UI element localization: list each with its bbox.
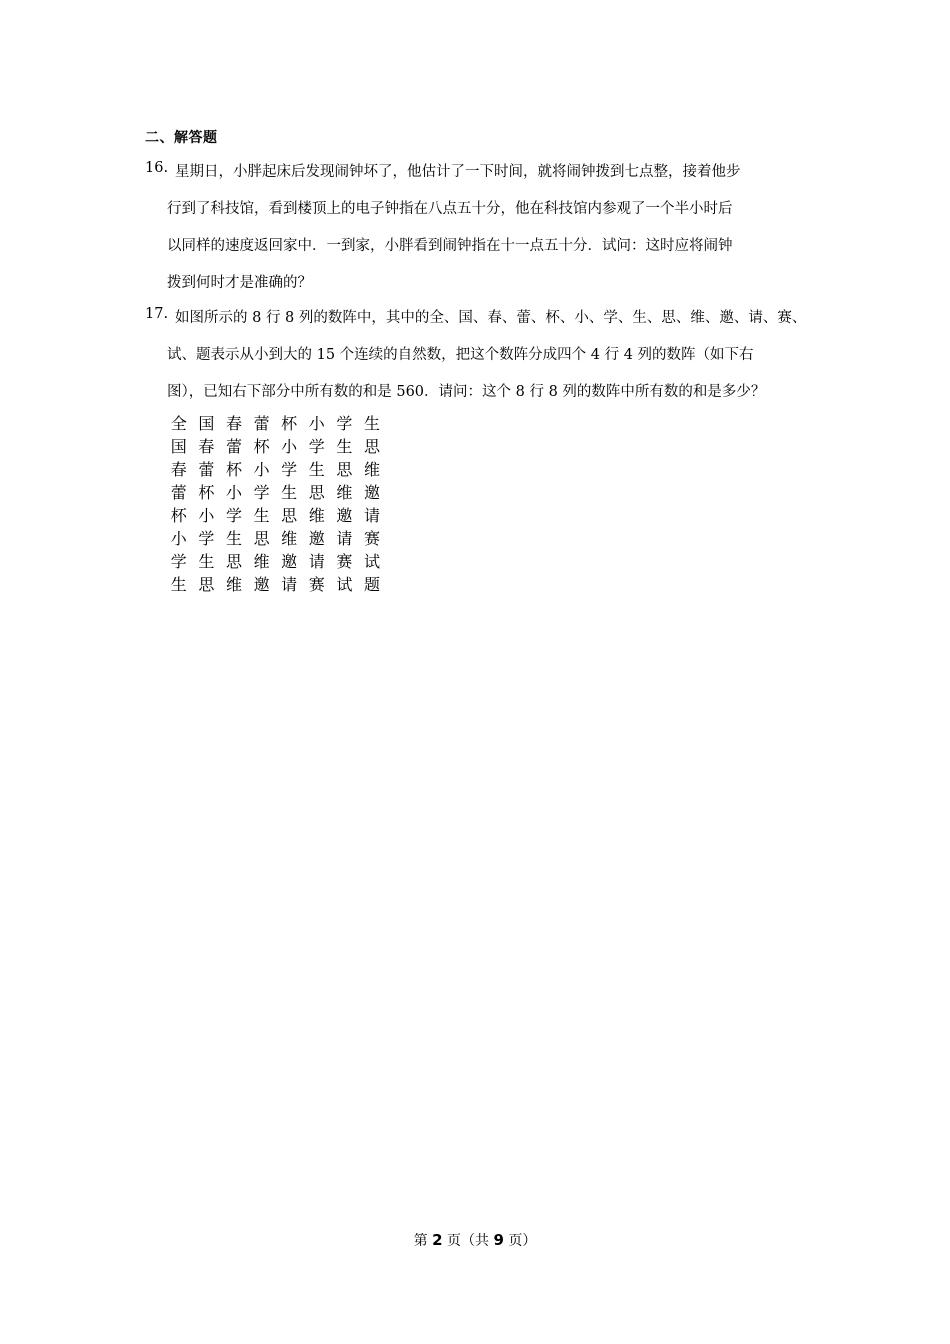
grid-cell: 思 (198, 575, 215, 594)
grid-row (165, 412, 386, 435)
total-pages-number: 9 (493, 1231, 504, 1249)
grid-cell: 小 (225, 483, 242, 502)
grid-cell: 赛 (363, 529, 380, 548)
problem-line: 拨到何时才是准确的？ (167, 275, 312, 291)
grid-cell: 思 (225, 552, 242, 571)
grid-row (165, 550, 386, 573)
current-page-number: 2 (432, 1231, 443, 1249)
problem-number: 17. (145, 306, 169, 322)
grid-cell: 杯 (225, 460, 242, 479)
grid-cell: 蕾 (225, 437, 242, 456)
grid-cell: 杯 (253, 437, 270, 456)
grid-cell: 蕾 (198, 460, 215, 479)
grid-cell: 生 (225, 529, 242, 548)
grid-cell: 学 (170, 552, 187, 571)
grid-cell: 生 (336, 437, 353, 456)
grid-cell: 学 (336, 414, 353, 433)
grid-cell: 春 (198, 437, 215, 456)
grid-cell: 生 (198, 552, 215, 571)
grid-cell: 蕾 (170, 483, 187, 502)
problem-line: 试、题表示从小到大的 15 个连续的自然数，把这个数阵分成四个 4 行 4 列的数阵（如下右 (167, 347, 754, 363)
grid-cell: 春 (225, 414, 242, 433)
grid-row (165, 504, 386, 527)
grid-cell: 全 (170, 414, 187, 433)
grid-cell: 维 (363, 460, 380, 479)
problem-line: 以同样的速度返回家中．一到家，小胖看到闹钟指在十一点五十分．试问：这时应将闹钟 (167, 238, 733, 254)
grid-cell: 赛 (308, 575, 325, 594)
grid-cell: 学 (225, 506, 242, 525)
section-title: 二、解答题 (145, 130, 218, 146)
grid-cell: 杯 (281, 414, 298, 433)
grid-cell: 生 (170, 575, 187, 594)
grid-cell: 邀 (336, 506, 353, 525)
grid-cell: 试 (363, 552, 380, 571)
grid-cell: 维 (225, 575, 242, 594)
character-grid (165, 412, 386, 596)
grid-cell: 小 (308, 414, 325, 433)
grid-cell: 题 (363, 575, 380, 594)
grid-row (165, 481, 386, 504)
page-footer (0, 1230, 950, 1250)
grid-row (165, 573, 386, 596)
grid-cell: 维 (336, 483, 353, 502)
grid-cell: 小 (198, 506, 215, 525)
grid-cell: 杯 (170, 506, 187, 525)
grid-cell: 生 (281, 483, 298, 502)
grid-cell: 小 (253, 460, 270, 479)
grid-cell: 邀 (363, 483, 380, 502)
grid-cell: 生 (253, 506, 270, 525)
problem-line: 如图所示的 8 行 8 列的数阵中，其中的全、国、春、蕾、杯、小、学、生、思、维、邀、请、赛、 (175, 310, 807, 326)
grid-cell: 生 (363, 414, 380, 433)
grid-cell: 请 (363, 506, 380, 525)
grid-cell: 维 (308, 506, 325, 525)
grid-cell: 学 (253, 483, 270, 502)
grid-cell: 思 (363, 437, 380, 456)
grid-cell: 赛 (336, 552, 353, 571)
footer-prefix: 第 (413, 1233, 433, 1249)
grid-cell: 小 (170, 529, 187, 548)
grid-cell: 春 (170, 460, 187, 479)
grid-cell: 请 (308, 552, 325, 571)
problem-number: 16. (145, 160, 169, 176)
grid-cell: 生 (308, 460, 325, 479)
grid-cell: 请 (336, 529, 353, 548)
grid-cell: 学 (308, 437, 325, 456)
grid-cell: 思 (336, 460, 353, 479)
grid-cell: 杯 (198, 483, 215, 502)
footer-suffix: 页） (503, 1233, 537, 1249)
grid-row (165, 527, 386, 550)
grid-cell: 邀 (281, 552, 298, 571)
grid-cell: 维 (281, 529, 298, 548)
grid-cell: 小 (281, 437, 298, 456)
grid-cell: 思 (308, 483, 325, 502)
grid-cell: 请 (281, 575, 298, 594)
footer-middle: 页（共 (442, 1233, 494, 1249)
problem-line: 星期日，小胖起床后发现闹钟坏了，他估计了一下时间，就将闹钟拨到七点整，接着他步 (175, 164, 741, 180)
problem-line: 图），已知右下部分中所有数的和是 560．请问：这个 8 行 8 列的数阵中所有数的和是多少？ (167, 384, 766, 400)
grid-cell: 邀 (253, 575, 270, 594)
grid-cell: 蕾 (253, 414, 270, 433)
grid-cell: 学 (281, 460, 298, 479)
grid-cell: 国 (198, 414, 215, 433)
problem-line: 行到了科技馆，看到楼顶上的电子钟指在八点五十分，他在科技馆内参观了一个半小时后 (167, 201, 733, 217)
grid-cell: 试 (336, 575, 353, 594)
grid-cell: 学 (198, 529, 215, 548)
grid-row (165, 458, 386, 481)
grid-row (165, 435, 386, 458)
grid-cell: 思 (253, 529, 270, 548)
grid-cell: 思 (281, 506, 298, 525)
grid-cell: 维 (253, 552, 270, 571)
grid-cell: 邀 (308, 529, 325, 548)
grid-cell: 国 (170, 437, 187, 456)
